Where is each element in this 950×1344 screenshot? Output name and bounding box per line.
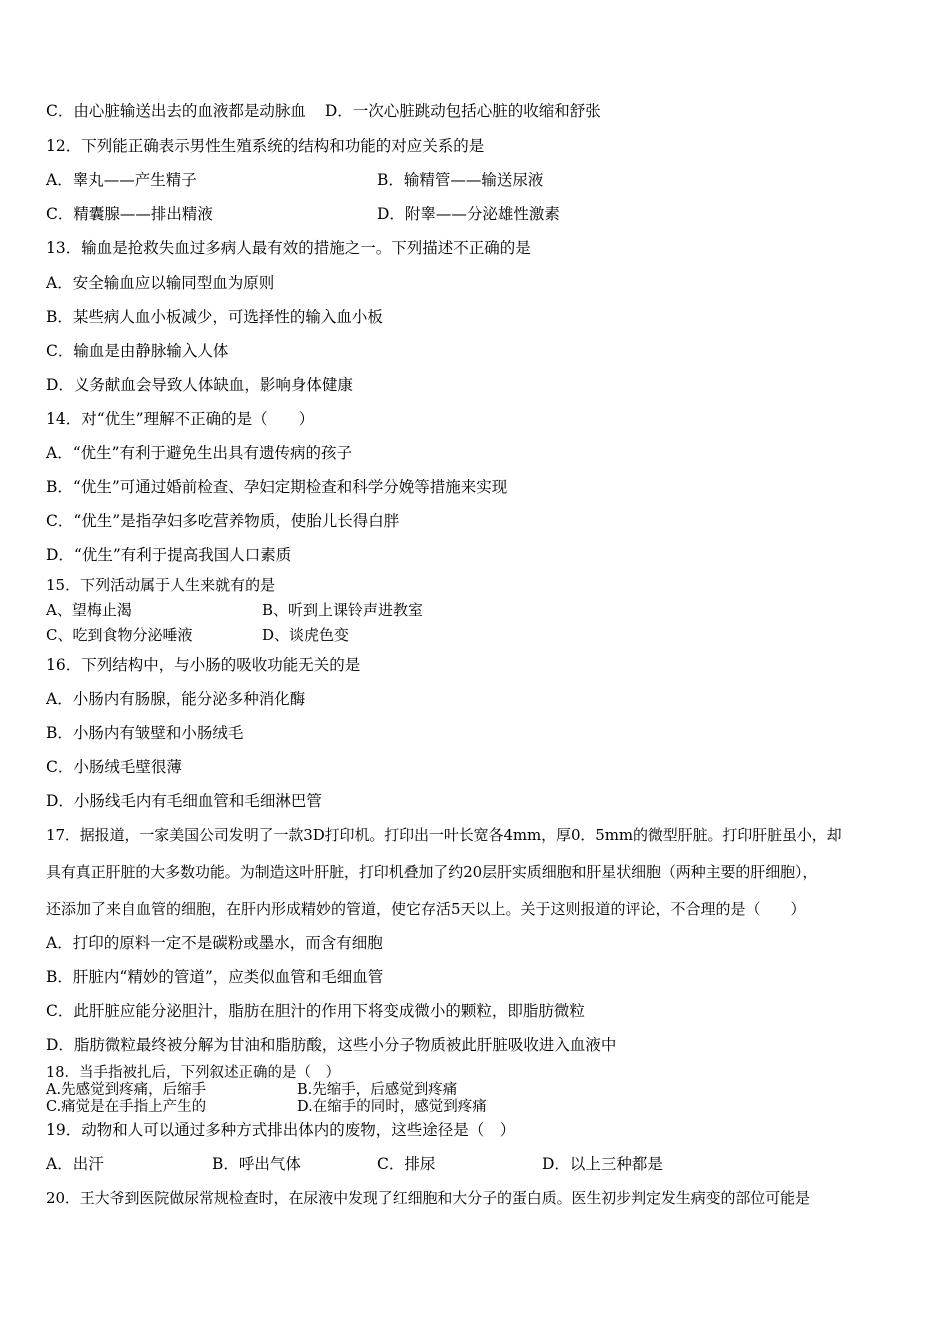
q17-stem-line2: 具有真正肝脏的大多数功能。为制造这叶肝脏，打印机叠加了约20层肝实质细胞和肝星状细胞（两种主要的肝细胞）， <box>46 863 818 881</box>
q18-stem: 18．当手指被扎后，下列叙述正确的是（ ） <box>46 1065 340 1081</box>
q17-option-b: B．肝脏内“精妙的管道”，应类似血管和毛细血管 <box>46 968 384 986</box>
q18-option-c: C.痛觉是在手指上产生的 <box>46 1099 207 1115</box>
q16-option-b: B．小肠内有皱壁和小肠绒毛 <box>46 724 244 742</box>
q16-option-a: A．小肠内有肠腺，能分泌多种消化酶 <box>46 690 306 708</box>
q15-stem: 15．下列活动属于人生来就有的是 <box>46 576 276 594</box>
q18-option-a: A.先感觉到疼痛，后缩手 <box>46 1082 207 1098</box>
q18-option-b: B.先缩手，后感觉到疼痛 <box>297 1082 458 1098</box>
q15-option-b: B、听到上课铃声进教室 <box>262 601 424 619</box>
q17-stem-line1: 17．据报道，一家美国公司发明了一款3D打印机。打印出一叶长宽各4mm，厚0．5mm的微型肝脏。打印肝脏虽小，却 <box>46 826 842 844</box>
q13-option-d: D．义务献血会导致人体缺血，影响身体健康 <box>46 376 353 394</box>
q18-option-d: D.在缩手的同时，感觉到疼痛 <box>297 1099 487 1115</box>
q14-option-c: C．“优生”是指孕妇多吃营养物质，使胎儿长得白胖 <box>46 512 400 530</box>
q19-option-d: D．以上三种都是 <box>542 1155 663 1173</box>
q14-option-b: B．“优生”可通过婚前检查、孕妇定期检查和科学分娩等措施来实现 <box>46 478 508 496</box>
q16-stem: 16．下列结构中，与小肠的吸收功能无关的是 <box>46 656 361 674</box>
q12-stem: 12．下列能正确表示男性生殖系统的结构和功能的对应关系的是 <box>46 137 485 155</box>
q19-option-c: C．排尿 <box>377 1155 436 1173</box>
q12-option-c: C．精囊腺——排出精液 <box>46 205 213 223</box>
q13-stem: 13．输血是抢救失血过多病人最有效的措施之一。下列描述不正确的是 <box>46 239 531 257</box>
q14-stem: 14．对“优生”理解不正确的是（ ） <box>46 410 315 428</box>
q12-option-a: A．睾丸——产生精子 <box>46 171 197 189</box>
q14-option-a: A．“优生”有利于避免生出具有遗传病的孩子 <box>46 444 353 462</box>
q15-option-c: C、吃到食物分泌唾液 <box>46 626 193 644</box>
q19-option-a: A．出汗 <box>46 1155 104 1173</box>
q13-option-c: C．输血是由静脉输入人体 <box>46 342 229 360</box>
q19-option-b: B．呼出气体 <box>212 1155 301 1173</box>
q12-option-d: D．附睾——分泌雄性激素 <box>377 205 560 223</box>
q19-stem: 19．动物和人可以通过多种方式排出体内的废物，这些途径是（ ） <box>46 1121 516 1139</box>
q17-option-c: C．此肝脏应能分泌胆汁，脂肪在胆汁的作用下将变成微小的颗粒，即脂肪微粒 <box>46 1002 585 1020</box>
q17-stem-line3: 还添加了来自血管的细胞，在肝内形成精妙的管道，使它存活5天以上。关于这则报道的评论，不合理的是（ ） <box>46 900 806 918</box>
q15-option-a: A、望梅止渴 <box>46 601 132 619</box>
q12-option-b: B．输精管——输送尿液 <box>377 171 544 189</box>
q16-option-d: D．小肠线毛内有毛细血管和毛细淋巴管 <box>46 792 322 810</box>
q15-option-d: D、谈虎色变 <box>262 626 350 644</box>
q17-option-a: A．打印的原料一定不是碳粉或墨水，而含有细胞 <box>46 934 383 952</box>
q14-option-d: D．“优生”有利于提高我国人口素质 <box>46 546 292 564</box>
q11-option-d: D．一次心脏跳动包括心脏的收缩和舒张 <box>324 102 601 120</box>
q13-option-a: A．安全输血应以输同型血为原则 <box>46 274 275 292</box>
q13-option-b: B．某些病人血小板减少，可选择性的输入血小板 <box>46 308 383 326</box>
q16-option-c: C．小肠绒毛壁很薄 <box>46 758 182 776</box>
q11-option-c: C．由心脏输送出去的血液都是动脉血 <box>46 102 306 120</box>
q11-options-cd <box>46 101 601 121</box>
q20-stem: 20．王大爷到医院做尿常规检查时，在尿液中发现了红细胞和大分子的蛋白质。医生初步判定发生病变的部位可能是 <box>46 1189 810 1207</box>
q17-option-d: D．脂肪微粒最终被分解为甘油和脂肪酸，这些小分子物质被此肝脏吸收进入血液中 <box>46 1036 617 1054</box>
